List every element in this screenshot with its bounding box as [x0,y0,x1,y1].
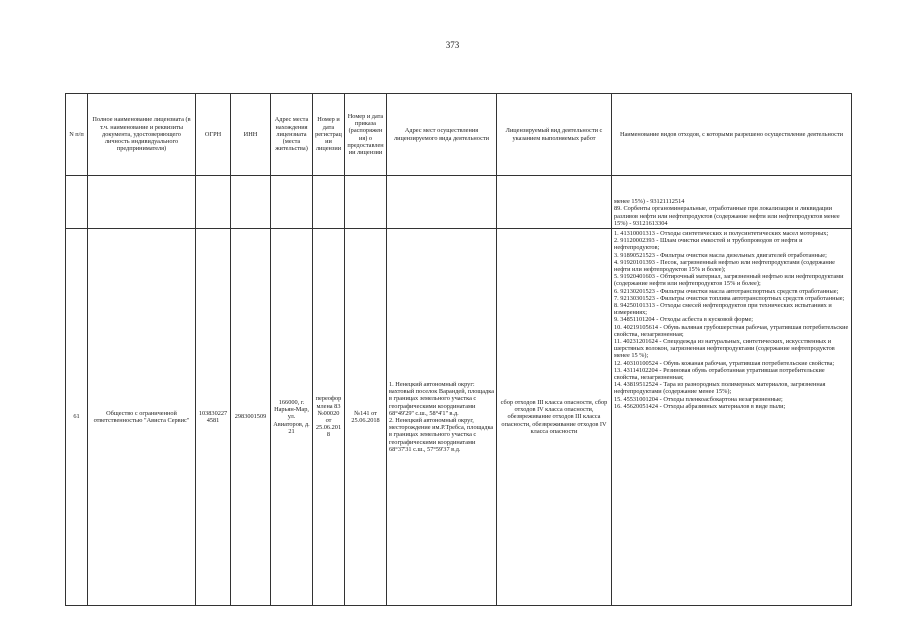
header-reg-date: Номер и дата регистрации лицензии [313,94,345,176]
page-number: 373 [445,40,460,50]
waste-item: 2. 91120002393 - Шлам очистки емкостей и трубопроводов от нефти и нефтепродуктов; [614,237,803,252]
waste-item: 6. 92130201523 - Фильтры очистки масла автотранспортных средств отработанные; [614,287,839,295]
waste-continuation-cell [612,176,852,229]
header-inn: ИНН [231,94,271,176]
waste-list-cell [612,229,852,606]
waste-item: 10. 40219105614 - Обувь валяная грубошерстная рабочая, утратившая потребительские свойства, незагрязненная; [614,323,849,338]
table-header-row [66,94,852,176]
waste-item: 4. 91920101393 - Песок, загрязненный нефтью или нефтепродуктами (содержание нефти или нефтепродуктов 15% и более); [614,258,835,274]
activity-kind: сбор отходов III класса опасности, сбор отходов IV класса опасности, обезвреживание отходов III класса опасности, обезвреживание отходов IV класса опасности [497,229,612,606]
waste-item: 12. 40310100524 - Обувь кожаная рабочая, утратившая потребительские свойства; [614,359,835,367]
header-num: N п/п [66,94,88,176]
header-order: Номер и дата приказа (распоряжения) о предоставлении лицензии [345,94,387,176]
header-address: Адрес места нахождения лицензиата (места жительства) [271,94,313,176]
order-info: №141 от 25.06.2018 [345,229,387,606]
header-ogrn: ОГРН [196,94,231,176]
header-name: Полное наименование лицензиата (в т.ч. наименование и реквизиты документа, удостоверяющего личность индивидуального предпринимателя) [88,94,196,176]
header-waste: Наименование видов отходов, с которыми разрешено осуществление деятельности [612,94,852,176]
activity-address-item: 2. Ненецкий автономный округ, месторождение им.Р.Требса, площадка в границах земельного участка с географическими координатами 68°37'31 с.ш., 57°59'37 в.д. [389,417,494,453]
header-activity-address: Адрес мест осуществления лицензируемого вида деятельности [387,94,497,176]
licensee-address: 166000, г. Нарьян-Мар, ул. Авиаторов, д. 21 [271,229,313,606]
waste-item: 13. 43114102204 - Резиновая обувь отработанная утратившая потребительские свойства, незагрязненная; [614,366,825,382]
ogrn-value: 1038302274581 [196,229,231,606]
waste-item: 15. 45531001204 - Отходы пленкоасбокартона незагрязненные; [614,395,783,403]
table-row-61 [66,229,852,606]
waste-item: 16. 45620051424 - Отходы абразивных материалов в виде пыли; [614,402,786,410]
waste-item: 8. 94250101313 - Отходы смесей нефтепродуктов при технических испытаниях и измерениях; [614,302,832,317]
waste-item: 1. 41310001313 - Отходы синтетических и полусинтетических масел моторных; [614,230,829,237]
table-row-continuation [66,176,852,229]
license-registry-table [65,93,852,606]
waste-item: 11. 40231201624 - Спецодежда из натуральных, синтетических, искусственных и шерстяных волокон, загрязненная нефтепродуктами (содержание нефтепродуктов менее 15 %); [614,338,835,360]
inn-value: 2983001509 [231,229,271,606]
waste-item: 7. 92130301523 - Фильтры очистки топлива автотранспортных средств отработанные; [614,294,845,302]
header-activity-kind: Лицензируемый вид деятельности с указанием выполняемых работ [497,94,612,176]
licensee-name: Общество с ограниченной ответственностью "Ависта Сервис" [88,229,196,606]
waste-item: 9. 34851101204 - Отходы асбеста в кусковой форме; [614,316,754,324]
registration-info: переоформлена 83 №00020 от 25.06.2018 [313,229,345,606]
waste-line: 89. Сорбенты органоминеральные, отработанные при локализации и ликвидации разливов нефти или нефтепродуктов (содержание нефти или нефтепродуктов менее 15%) - 93121613304 [614,205,840,227]
waste-item: 3. 91890521523 - Фильтры очистки масла дизельных двигателей отработанные; [614,251,827,259]
activity-address-item: 1. Ненецкий автономный округ: вахтовый поселок Варандей, площадка в границах земельного участка с географическими координатами 68°49'29'' с.ш., 58°4'1'' в.д. [389,380,494,417]
waste-line: менее 15%) - 93121112514 [614,198,685,206]
waste-item: 14. 43819512524 - Тара из разнородных полимерных материалов, загрязненная нефтепродуктами (содержание менее 15%); [614,381,826,396]
activity-address-cell [387,229,497,606]
waste-item: 5. 91920401603 - Обтирочный материал, загрязненный нефтью или нефтепродуктами (содержание нефти или нефтепродуктов 15% и более); [614,273,844,288]
row-num: 61 [66,229,88,606]
